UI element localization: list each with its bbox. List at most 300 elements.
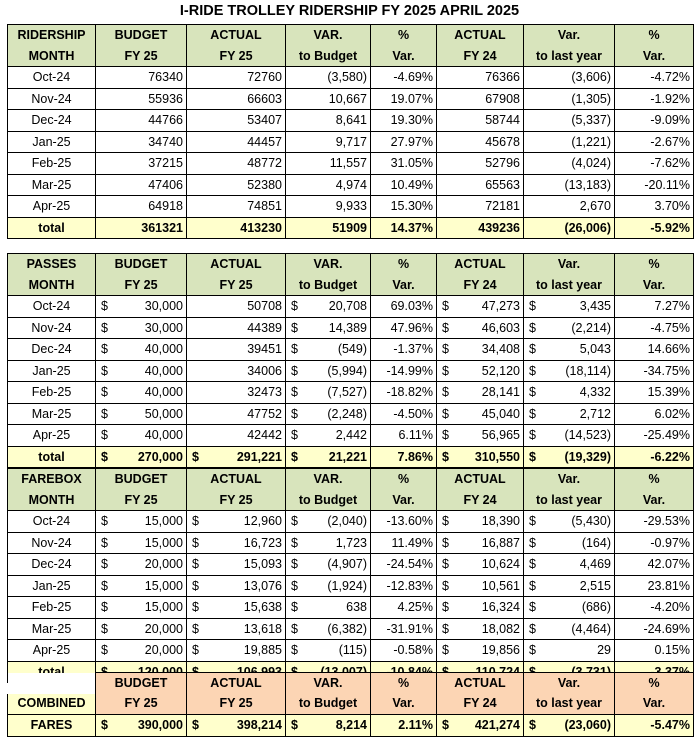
value-cell: [96, 403, 187, 425]
value-cell: [96, 296, 187, 318]
currency-symbol: $: [529, 342, 536, 357]
column-header: ACTUAL: [187, 254, 286, 275]
value-cell: 44389: [187, 317, 286, 339]
column-header: %: [371, 469, 437, 490]
value-cell: [286, 597, 371, 619]
value: 4,332: [579, 385, 611, 400]
value-cell: -6.22%: [615, 446, 694, 468]
month-cell: Feb-25: [8, 382, 96, 404]
value-cell: 64918: [96, 196, 187, 218]
currency-symbol: $: [101, 320, 108, 335]
value-cell: 9,933: [286, 196, 371, 218]
value: 8,214: [335, 718, 367, 733]
value-cell: -29.53%: [615, 511, 694, 533]
value-cell: [524, 339, 615, 361]
value: 20,000: [144, 557, 183, 572]
value-cell: [437, 317, 524, 339]
value: 12,960: [243, 514, 282, 529]
value: (2,214): [571, 320, 611, 335]
value: 40,000: [144, 428, 183, 443]
value-cell: (3,580): [286, 67, 371, 89]
value: (7,527): [327, 385, 367, 400]
passes-table: [7, 253, 694, 468]
value: 28,141: [481, 385, 520, 400]
column-header: FY 24: [437, 490, 524, 511]
value-cell: 58744: [437, 110, 524, 132]
value: (18,114): [565, 363, 611, 378]
value-cell: [187, 554, 286, 576]
value: 5,043: [579, 342, 611, 357]
currency-symbol: $: [291, 557, 298, 572]
value-cell: [187, 511, 286, 533]
value-cell: -20.11%: [615, 174, 694, 196]
value-cell: 6.02%: [615, 403, 694, 425]
value: 46,603: [481, 320, 520, 335]
header-row: [8, 673, 694, 694]
currency-symbol: $: [192, 578, 199, 593]
currency-symbol: $: [101, 578, 108, 593]
value-cell: 0.15%: [615, 640, 694, 662]
month-cell: Oct-24: [8, 296, 96, 318]
value: 34,408: [481, 342, 520, 357]
value: (5,994): [327, 363, 367, 378]
value: 16,723: [243, 535, 282, 550]
month-cell: Dec-24: [8, 554, 96, 576]
table-row: [8, 640, 694, 662]
fares-label: FARES: [8, 715, 96, 737]
value-cell: [524, 532, 615, 554]
value-cell: 23.81%: [615, 575, 694, 597]
combined-row: [8, 715, 694, 737]
value-cell: [437, 425, 524, 447]
currency-symbol: $: [192, 621, 199, 636]
column-header: Var.: [371, 694, 437, 715]
value: (1,924): [327, 578, 367, 593]
column-header: Var.: [524, 469, 615, 490]
value: 398,214: [236, 718, 282, 733]
column-header: Var.: [615, 694, 694, 715]
value-cell: [524, 618, 615, 640]
value: 18,390: [481, 514, 520, 529]
value-cell: 48772: [187, 153, 286, 175]
table-row: [8, 153, 694, 175]
value-cell: 15.30%: [371, 196, 437, 218]
month-cell: Dec-24: [8, 339, 96, 361]
value: 10,624: [481, 557, 520, 572]
table-row: [8, 382, 694, 404]
currency-symbol: $: [291, 514, 298, 529]
value-cell: [286, 575, 371, 597]
value-cell: -31.91%: [371, 618, 437, 640]
value-cell: (5,337): [524, 110, 615, 132]
header-row: [8, 490, 694, 511]
month-cell: Apr-25: [8, 425, 96, 447]
column-header: to last year: [524, 275, 615, 296]
value-cell: [286, 511, 371, 533]
currency-symbol: $: [101, 535, 108, 550]
value: 10,561: [481, 578, 520, 593]
column-header: ACTUAL: [437, 254, 524, 275]
currency-symbol: $: [192, 718, 199, 733]
value-cell: 44457: [187, 131, 286, 153]
value: 30,000: [144, 320, 183, 335]
column-header: VAR.: [286, 25, 371, 46]
value: 52,120: [481, 363, 520, 378]
value: (115): [338, 643, 367, 658]
header-row: [8, 25, 694, 46]
value-cell: [96, 640, 187, 662]
column-header: VAR.: [286, 469, 371, 490]
table-row: [8, 597, 694, 619]
table-row: [8, 511, 694, 533]
value-cell: [524, 296, 615, 318]
value-cell: 51909: [286, 217, 371, 239]
month-cell: Mar-25: [8, 174, 96, 196]
value-cell: [437, 339, 524, 361]
table-row: [8, 67, 694, 89]
value-cell: [96, 511, 187, 533]
value-cell: [187, 575, 286, 597]
value: 20,708: [328, 299, 367, 314]
value-cell: 42.07%: [615, 554, 694, 576]
value-cell: [524, 382, 615, 404]
value: 19,856: [481, 643, 520, 658]
value: 56,965: [481, 428, 520, 443]
column-header: VAR.: [286, 254, 371, 275]
value-cell: [286, 296, 371, 318]
value-cell: [437, 360, 524, 382]
value-cell: -5.92%: [615, 217, 694, 239]
currency-symbol: $: [442, 449, 449, 464]
table-row: [8, 360, 694, 382]
section-name: FAREBOX: [8, 469, 96, 490]
value-cell: [187, 532, 286, 554]
value-cell: 42442: [187, 425, 286, 447]
month-header: MONTH: [8, 490, 96, 511]
value-cell: [524, 511, 615, 533]
value-cell: [437, 715, 524, 737]
value-cell: 2,670: [524, 196, 615, 218]
currency-symbol: $: [529, 406, 536, 421]
column-header: ACTUAL: [437, 673, 524, 694]
value: (686): [581, 600, 611, 615]
currency-symbol: $: [101, 428, 108, 443]
currency-symbol: $: [529, 600, 536, 615]
table-row: [8, 425, 694, 447]
value: 390,000: [137, 718, 183, 733]
total-row: [8, 446, 694, 468]
value-cell: [524, 640, 615, 662]
value: (4,464): [571, 621, 611, 636]
value-cell: -4.72%: [615, 67, 694, 89]
value-cell: -1.37%: [371, 339, 437, 361]
value-cell: [286, 554, 371, 576]
value-cell: [187, 597, 286, 619]
column-header: FY 25: [96, 694, 187, 715]
value-cell: [437, 554, 524, 576]
currency-symbol: $: [529, 535, 536, 550]
table-row: [8, 554, 694, 576]
value-cell: 8,641: [286, 110, 371, 132]
value-cell: [524, 575, 615, 597]
value: 270,000: [137, 449, 183, 464]
table-row: [8, 88, 694, 110]
value: 15,000: [144, 535, 183, 550]
column-header: Var.: [615, 275, 694, 296]
currency-symbol: $: [442, 363, 449, 378]
value-cell: -4.50%: [371, 403, 437, 425]
header-row: [8, 254, 694, 275]
value-cell: -7.62%: [615, 153, 694, 175]
value-cell: 50708: [187, 296, 286, 318]
currency-symbol: $: [529, 385, 536, 400]
value: 13,076: [243, 578, 282, 593]
value-cell: [286, 425, 371, 447]
currency-symbol: $: [101, 557, 108, 572]
value: 4,469: [579, 557, 611, 572]
month-cell: Mar-25: [8, 618, 96, 640]
currency-symbol: $: [101, 600, 108, 615]
value-cell: 55936: [96, 88, 187, 110]
value-cell: [96, 317, 187, 339]
table-row: [8, 174, 694, 196]
value-cell: 72760: [187, 67, 286, 89]
value-cell: [437, 511, 524, 533]
value-cell: [286, 403, 371, 425]
value: 15,000: [144, 578, 183, 593]
value-cell: [524, 597, 615, 619]
value-cell: [437, 446, 524, 468]
value-cell: 47406: [96, 174, 187, 196]
column-header: VAR.: [286, 673, 371, 694]
column-header: ACTUAL: [437, 25, 524, 46]
value-cell: 19.30%: [371, 110, 437, 132]
currency-symbol: $: [291, 578, 298, 593]
month-cell: Nov-24: [8, 317, 96, 339]
total-row: [8, 217, 694, 239]
value-cell: 27.97%: [371, 131, 437, 153]
value: (5,430): [571, 514, 611, 529]
value-cell: 14.66%: [615, 339, 694, 361]
value-cell: 6.11%: [371, 425, 437, 447]
table-row: [8, 403, 694, 425]
value-cell: -13.60%: [371, 511, 437, 533]
value-cell: 7.86%: [371, 446, 437, 468]
value-cell: -4.75%: [615, 317, 694, 339]
column-header: to Budget: [286, 490, 371, 511]
currency-symbol: $: [291, 385, 298, 400]
header-row: [8, 275, 694, 296]
currency-symbol: $: [442, 385, 449, 400]
value: 15,000: [144, 514, 183, 529]
month-cell: Oct-24: [8, 67, 96, 89]
column-header: BUDGET: [96, 673, 187, 694]
currency-symbol: $: [291, 299, 298, 314]
value: 3,435: [579, 299, 611, 314]
currency-symbol: $: [529, 578, 536, 593]
currency-symbol: $: [192, 643, 199, 658]
currency-symbol: $: [291, 428, 298, 443]
value: 15,638: [243, 600, 282, 615]
currency-symbol: $: [442, 643, 449, 658]
currency-symbol: $: [291, 342, 298, 357]
currency-symbol: $: [529, 643, 536, 658]
value-cell: 15.39%: [615, 382, 694, 404]
value-cell: [437, 575, 524, 597]
month-cell: Feb-25: [8, 597, 96, 619]
value-cell: -18.82%: [371, 382, 437, 404]
value: 15,093: [243, 557, 282, 572]
report-title: I-RIDE TROLLEY RIDERSHIP FY 2025 APRIL 2025: [179, 3, 520, 19]
currency-symbol: $: [291, 718, 298, 733]
currency-symbol: $: [291, 643, 298, 658]
value-cell: -2.67%: [615, 131, 694, 153]
column-header: ACTUAL: [187, 25, 286, 46]
value-cell: 45678: [437, 131, 524, 153]
value-cell: [286, 317, 371, 339]
currency-symbol: $: [291, 363, 298, 378]
value: 16,887: [481, 535, 520, 550]
currency-symbol: $: [101, 449, 108, 464]
column-header: %: [371, 25, 437, 46]
column-header: to last year: [524, 46, 615, 67]
value: 2,712: [579, 406, 611, 421]
value-cell: 74851: [187, 196, 286, 218]
value-cell: -25.49%: [615, 425, 694, 447]
currency-symbol: $: [192, 557, 199, 572]
value: 16,324: [481, 600, 520, 615]
currency-symbol: $: [529, 449, 536, 464]
month-header: MONTH: [8, 46, 96, 67]
value-cell: [96, 575, 187, 597]
column-header: Var.: [524, 25, 615, 46]
column-header: %: [371, 254, 437, 275]
column-header: ACTUAL: [187, 673, 286, 694]
value-cell: 72181: [437, 196, 524, 218]
value-cell: -14.99%: [371, 360, 437, 382]
column-header: FY 24: [437, 275, 524, 296]
column-header: FY 25: [187, 490, 286, 511]
value-cell: -0.58%: [371, 640, 437, 662]
value-cell: 11.49%: [371, 532, 437, 554]
value-cell: (4,024): [524, 153, 615, 175]
month-cell: Nov-24: [8, 88, 96, 110]
value-cell: 361321: [96, 217, 187, 239]
column-header: to last year: [524, 694, 615, 715]
currency-symbol: $: [442, 557, 449, 572]
currency-symbol: $: [442, 320, 449, 335]
currency-symbol: $: [291, 621, 298, 636]
value-cell: 67908: [437, 88, 524, 110]
currency-symbol: $: [101, 363, 108, 378]
month-cell: Mar-25: [8, 403, 96, 425]
column-header: FY 25: [96, 275, 187, 296]
value: 13,618: [243, 621, 282, 636]
column-header: BUDGET: [96, 254, 187, 275]
value-cell: 4,974: [286, 174, 371, 196]
column-header: FY 25: [187, 46, 286, 67]
currency-symbol: $: [529, 621, 536, 636]
column-header: Var.: [524, 673, 615, 694]
value-cell: [187, 446, 286, 468]
table-row: [8, 339, 694, 361]
value-cell: -24.69%: [615, 618, 694, 640]
column-header: FY 24: [437, 46, 524, 67]
value-cell: 10.49%: [371, 174, 437, 196]
column-header: Var.: [615, 46, 694, 67]
month-cell: Dec-24: [8, 110, 96, 132]
currency-symbol: $: [291, 535, 298, 550]
farebox-table: [7, 468, 694, 683]
value: (2,248): [327, 406, 367, 421]
currency-symbol: $: [442, 428, 449, 443]
value-cell: 3.70%: [615, 196, 694, 218]
value-cell: (1,305): [524, 88, 615, 110]
currency-symbol: $: [291, 406, 298, 421]
value-cell: [96, 618, 187, 640]
value-cell: 47752: [187, 403, 286, 425]
value-cell: [437, 618, 524, 640]
value: 30,000: [144, 299, 183, 314]
month-cell: Jan-25: [8, 131, 96, 153]
column-header: %: [615, 469, 694, 490]
month-cell: Apr-25: [8, 196, 96, 218]
value-cell: [524, 446, 615, 468]
value: 14,389: [328, 320, 367, 335]
value-cell: 76366: [437, 67, 524, 89]
value-cell: 39451: [187, 339, 286, 361]
column-header: %: [615, 673, 694, 694]
value-cell: [96, 554, 187, 576]
column-header: %: [615, 25, 694, 46]
value-cell: [286, 715, 371, 737]
currency-symbol: $: [192, 535, 199, 550]
value-cell: [437, 403, 524, 425]
value-cell: (1,221): [524, 131, 615, 153]
currency-symbol: $: [101, 385, 108, 400]
value: 2,515: [579, 578, 611, 593]
currency-symbol: $: [101, 406, 108, 421]
value: 40,000: [144, 342, 183, 357]
currency-symbol: $: [291, 449, 298, 464]
month-cell: total: [8, 217, 96, 239]
value: (4,907): [327, 557, 367, 572]
value-cell: -12.83%: [371, 575, 437, 597]
value-cell: [524, 360, 615, 382]
value: 40,000: [144, 385, 183, 400]
value: 45,040: [481, 406, 520, 421]
value-cell: 9,717: [286, 131, 371, 153]
value: (19,329): [564, 449, 611, 464]
column-header: Var.: [371, 490, 437, 511]
value: (164): [581, 535, 611, 550]
value-cell: -9.09%: [615, 110, 694, 132]
value-cell: -34.75%: [615, 360, 694, 382]
currency-symbol: $: [529, 363, 536, 378]
value-cell: [524, 715, 615, 737]
value: 20,000: [144, 643, 183, 658]
value-cell: [286, 382, 371, 404]
value-cell: -4.20%: [615, 597, 694, 619]
currency-symbol: $: [101, 643, 108, 658]
currency-symbol: $: [101, 299, 108, 314]
value-cell: [524, 317, 615, 339]
currency-symbol: $: [291, 600, 298, 615]
column-header: ACTUAL: [437, 469, 524, 490]
value-cell: 53407: [187, 110, 286, 132]
value-cell: [286, 640, 371, 662]
value-cell: [96, 339, 187, 361]
